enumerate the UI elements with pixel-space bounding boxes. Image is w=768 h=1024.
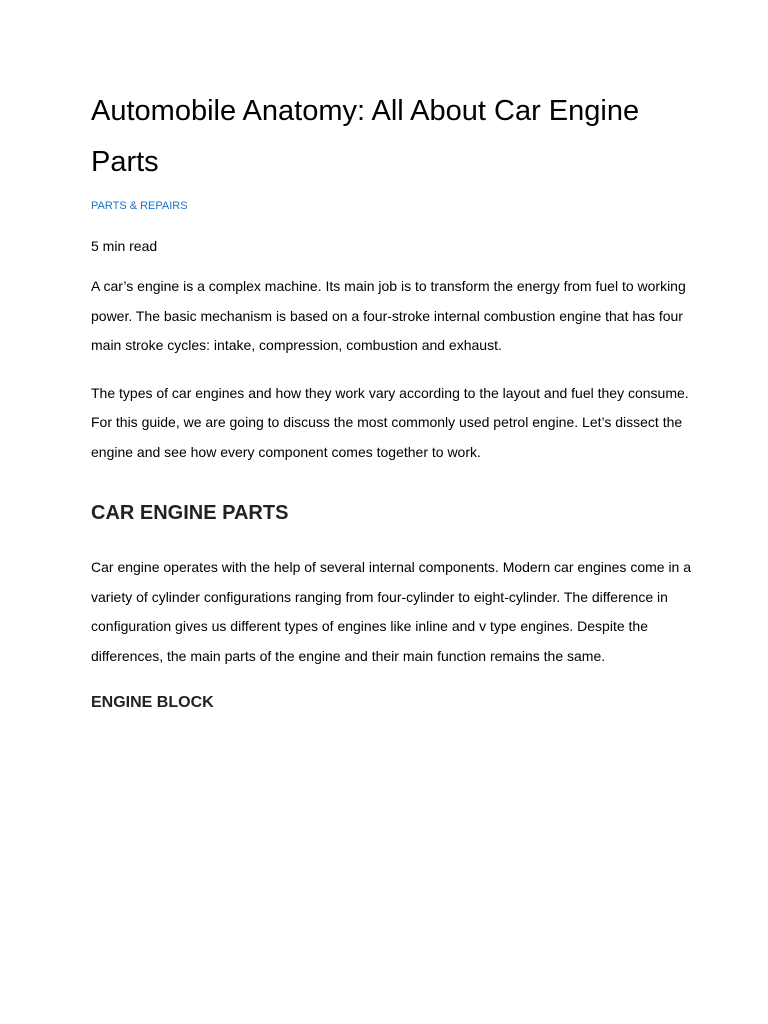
intro-paragraph-1: A car’s engine is a complex machine. Its main job is to transform the energy from fuel to working power. The basic mechanism is based on a four-stroke internal combustion engine that has four main stroke cycles: intake, compression, combustion and exhaust. — [91, 278, 686, 353]
intro-paragraph-2: The types of car engines and how they work vary according to the layout and fuel they consume. For this guide, we are going to discuss the most commonly used petrol engine. Let’s dissect the engine and see how every component comes together to work. — [91, 384, 689, 460]
category-link[interactable]: PARTS & REPAIRS — [91, 200, 188, 212]
article-title: Automobile Anatomy: All About Car Engine Parts — [91, 95, 640, 178]
section-heading: CAR ENGINE PARTS — [91, 502, 289, 524]
section-paragraph: Car engine operates with the help of several internal components. Modern car engines come in a variety of cylinder configurations ranging from four-cylinder to eight-cylinder. The difference in configuration gives us different types of engines like inline and v type engines. Despite the differences, the main parts of the engine and their main function remains the same. — [91, 559, 692, 664]
subsection-heading: ENGINE BLOCK — [91, 694, 214, 711]
read-time: 5 min read — [91, 238, 158, 254]
article — [91, 86, 691, 714]
